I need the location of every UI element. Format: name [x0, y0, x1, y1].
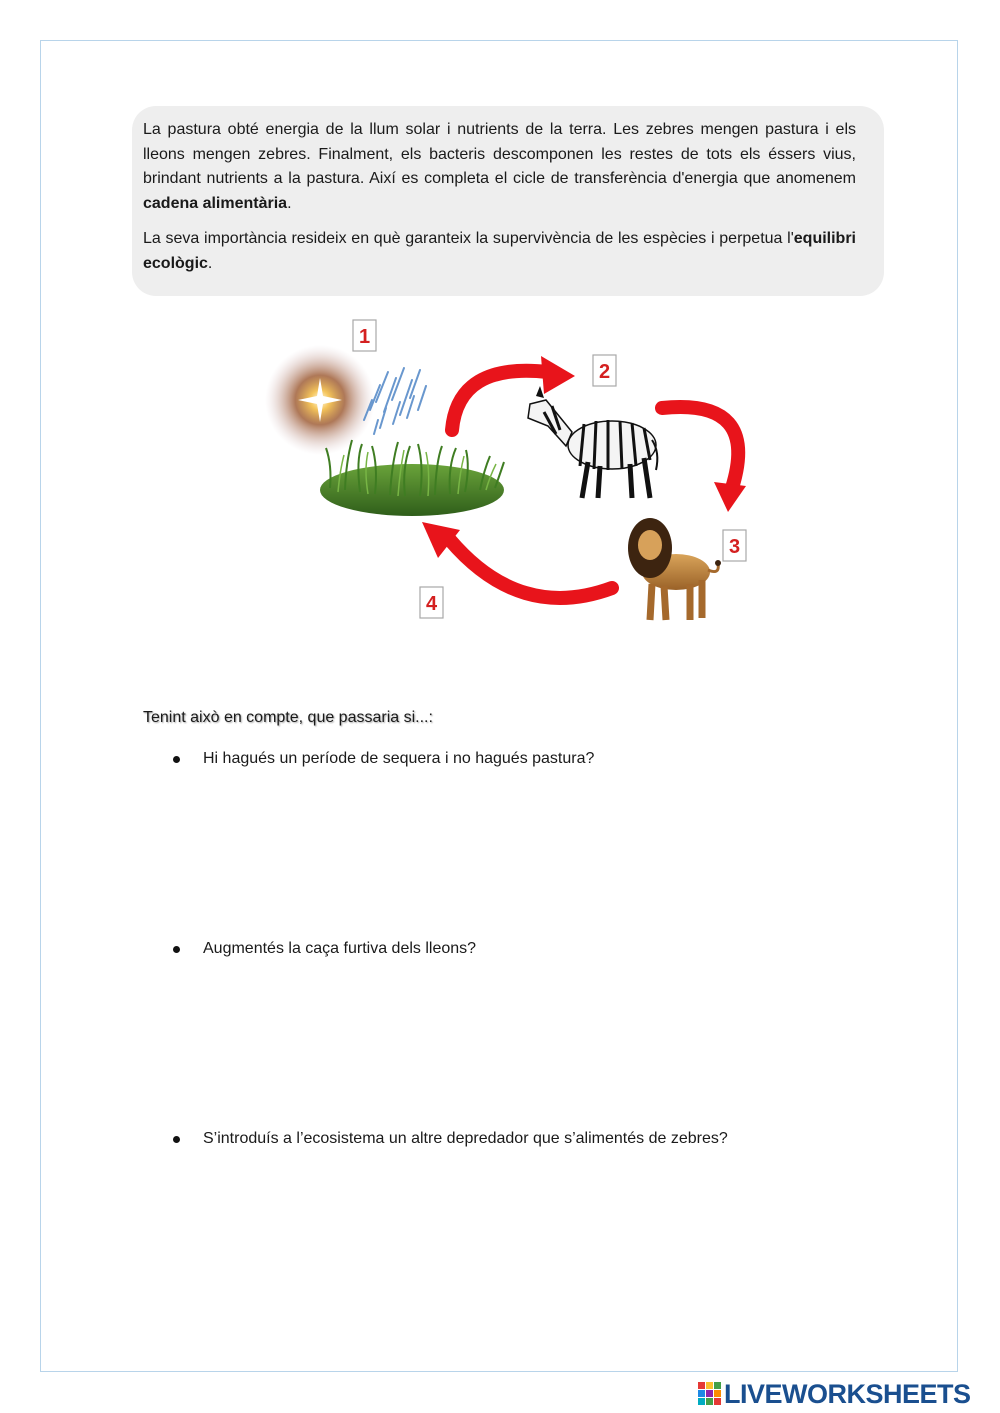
answer-area-3[interactable] — [200, 1165, 880, 1285]
question-2-text: Augmentés la caça furtiva dels lleons? — [203, 940, 477, 957]
svg-text:3: 3 — [728, 536, 741, 558]
svg-text:4: 4 — [425, 593, 438, 615]
liveworksheets-logo[interactable] — [698, 1378, 971, 1410]
rain-icon — [364, 368, 426, 434]
intro-paragraph-2 — [143, 227, 856, 276]
bullet-icon — [173, 756, 180, 763]
intro-text-box — [132, 106, 884, 296]
question-3-text: S’introduís a l’ecosistema un altre depredador que s’alimentés de zebres? — [203, 1130, 728, 1147]
question-1-text: Hi hagués un període de sequera i no hagués pastura? — [203, 750, 595, 767]
question-3 — [173, 1130, 728, 1148]
intro-p2-bold: equilibri ecològic — [143, 230, 856, 272]
question-2 — [173, 940, 476, 958]
bullet-icon — [173, 946, 180, 953]
answer-area-2[interactable] — [200, 975, 880, 1095]
intro-p2-end: . — [207, 254, 213, 272]
bullet-icon — [173, 1136, 180, 1143]
liveworksheets-logo-text: LIVEWORKSHEETS — [724, 1378, 971, 1409]
intro-p2-text: La seva importància resideix en què garanteix la supervivència de les espècies i perpetua l' — [143, 230, 794, 247]
intro-p1-text: La pastura obté energia de la llum solar i nutrients de la terra. Les zebres mengen pastura i els lleons mengen zebres. Finalment, els bacteris descomponen les restes de tots els éssers vius, brindant nutrients a la pastura. Així es completa el cicle de transferència d'energia que anomenem — [143, 121, 856, 187]
grass-icon — [320, 440, 504, 516]
label-4 — [420, 587, 443, 618]
food-chain-diagram — [0, 300, 1000, 660]
zebra-icon — [528, 386, 657, 498]
intro-paragraph-1 — [143, 118, 856, 216]
intro-p1-end: . — [287, 194, 292, 212]
svg-text:1: 1 — [358, 326, 371, 348]
answer-area-1[interactable] — [200, 785, 880, 905]
label-3 — [723, 530, 746, 561]
arrow-zebra-to-lion — [662, 407, 746, 512]
intro-p1-bold: cadena alimentària — [143, 194, 288, 212]
liveworksheets-logo-icon — [698, 1382, 722, 1406]
question-1 — [173, 750, 594, 768]
sun-icon — [265, 345, 375, 455]
svg-text:2: 2 — [598, 361, 611, 383]
arrow-lion-to-grass — [422, 522, 612, 598]
questions-intro: Tenint això en compte, que passaria si...: — [143, 709, 433, 726]
label-1 — [353, 320, 376, 351]
label-2 — [593, 355, 616, 386]
lion-icon — [628, 518, 721, 620]
